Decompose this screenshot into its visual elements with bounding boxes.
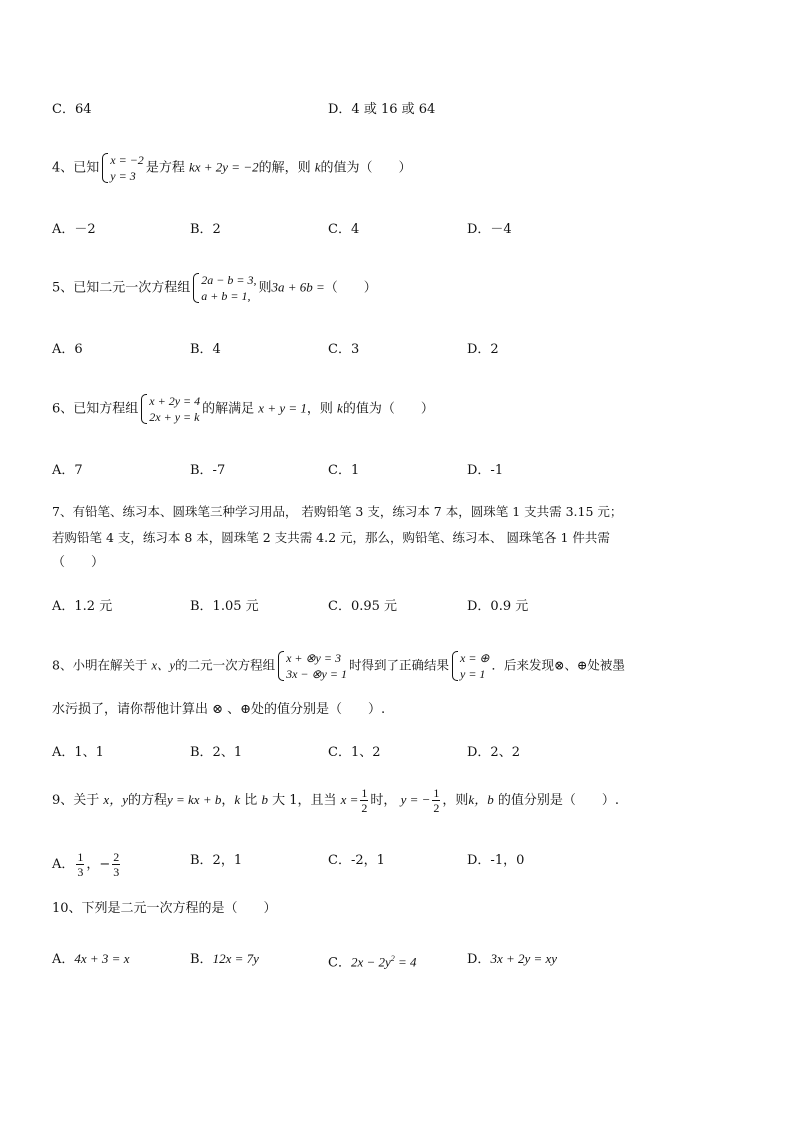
- q6-option-d: D．-1: [467, 463, 504, 478]
- q7-stem-line-2: 若购铅笔 4 支，练习本 8 本，圆珠笔 2 支共需 4.2 元，那么，购铅笔、练习本、 圆珠笔各 1 件共需: [52, 530, 610, 545]
- q10-stem: 10、下列是二元一次方程的是（ ）: [52, 901, 277, 916]
- q8-stem-line-1: 8、小明在解关于 x、y的二元一次方程组 x + ⊗y = 3 3x − ⊗y = 1 时得到了正确结果 x = ⊕ y = 1 ．后来发现⊗、⊕处被墨: [52, 651, 625, 681]
- q8-stem-line-2: 水污损了，请你帮他计算出 ⊗ 、⊕处的值分别是（ ）.: [52, 702, 386, 717]
- q10-option-b: B．12x = 7y: [190, 951, 259, 967]
- q4-system: x = −2 y = 3: [101, 152, 144, 184]
- q3-option-d: D．4 或 16 或 64: [328, 102, 436, 117]
- q4-equation: kx + 2y = −2: [188, 159, 259, 175]
- q9-option-b: B．2，1: [190, 853, 243, 868]
- q9-option-a: A． $\frac{1}{3}$ ，− $\frac{2}{3}$: [52, 850, 120, 879]
- q10-option-d: D．3x + 2y = xy: [467, 951, 558, 967]
- q5-option-d: D．2: [467, 342, 499, 357]
- q9-equation: y = kx + b: [166, 792, 222, 807]
- q8-system: x + ⊗y = 3 3x − ⊗y = 1: [277, 650, 347, 682]
- q7-option-d: D．0.9 元: [467, 599, 529, 614]
- q10-option-c: C．$2x - 2y^2 = 4$: [328, 954, 417, 971]
- q4-option-a: A．－2: [52, 222, 96, 237]
- q9-stem: 9、关于 x，y的方程y = kx + b，k 比 b 大 1，且当 x = $\frac{1}{2}$ 时， y = − $\frac{1}{2}$ ，则k，b 的值分别是（ ）.: [52, 786, 619, 815]
- q6-equation: x + y = 1: [258, 400, 307, 416]
- q5-option-a: A．6: [52, 342, 83, 357]
- q6-option-b: B．-7: [190, 463, 226, 478]
- q5-expression: 3a + 6b =: [271, 279, 325, 295]
- q5-option-b: B．4: [190, 342, 221, 357]
- q7-option-a: A．1.2 元: [52, 599, 113, 614]
- q8-option-b: B．2、1: [190, 745, 243, 760]
- q9-option-d: D．-1，0: [467, 853, 525, 868]
- q6-system: x + 2y = 4 2x + y = k: [140, 393, 200, 425]
- q7-stem-line-3: （ ）: [52, 555, 105, 570]
- q5-option-c: C．3: [328, 342, 360, 357]
- q4-option-b: B．2: [190, 222, 221, 237]
- q8-result-system: x = ⊕ y = 1: [451, 650, 489, 682]
- q7-stem-line-1: 7、有铅笔、练习本、圆珠笔三种学习用品， 若购铅笔 3 支，练习本 7 本，圆珠笔 1 支共需 3.15 元；: [52, 504, 623, 519]
- q4-option-d: D．－4: [467, 222, 512, 237]
- q6-stem: 6、已知方程组 x + 2y = 4 2x + y = k 的解满足 x + y = 1，则 k的值为（ ）: [52, 394, 434, 424]
- q9-option-c: C．-2，1: [328, 853, 385, 868]
- q8-option-a: A．1、1: [52, 745, 104, 760]
- q6-option-c: C．1: [328, 463, 360, 478]
- q7-option-b: B．1.05 元: [190, 599, 259, 614]
- q3-option-c: C．64: [52, 102, 92, 117]
- q4-stem: 4、已知 x = −2 y = 3 是方程 kx + 2y = −2的解，则 k的值为（ ）: [52, 153, 412, 183]
- q9-fraction-y: $\frac{1}{2}$: [433, 786, 440, 815]
- q5-stem: 5、已知二元一次方程组 2a − b = 3, a + b = 1, 则3a + 6b =（ ）: [52, 273, 377, 303]
- q8-option-d: D．2、2: [467, 745, 520, 760]
- q5-system: 2a − b = 3, a + b = 1,: [192, 272, 256, 304]
- q6-option-a: A．7: [52, 463, 83, 478]
- q4-option-c: C．4: [328, 222, 360, 237]
- q7-option-c: C．0.95 元: [328, 599, 398, 614]
- q8-option-c: C．1、2: [328, 745, 381, 760]
- q10-option-a: A．4x + 3 = x: [52, 951, 130, 967]
- q9-fraction-x: $\frac{1}{2}$: [361, 786, 368, 815]
